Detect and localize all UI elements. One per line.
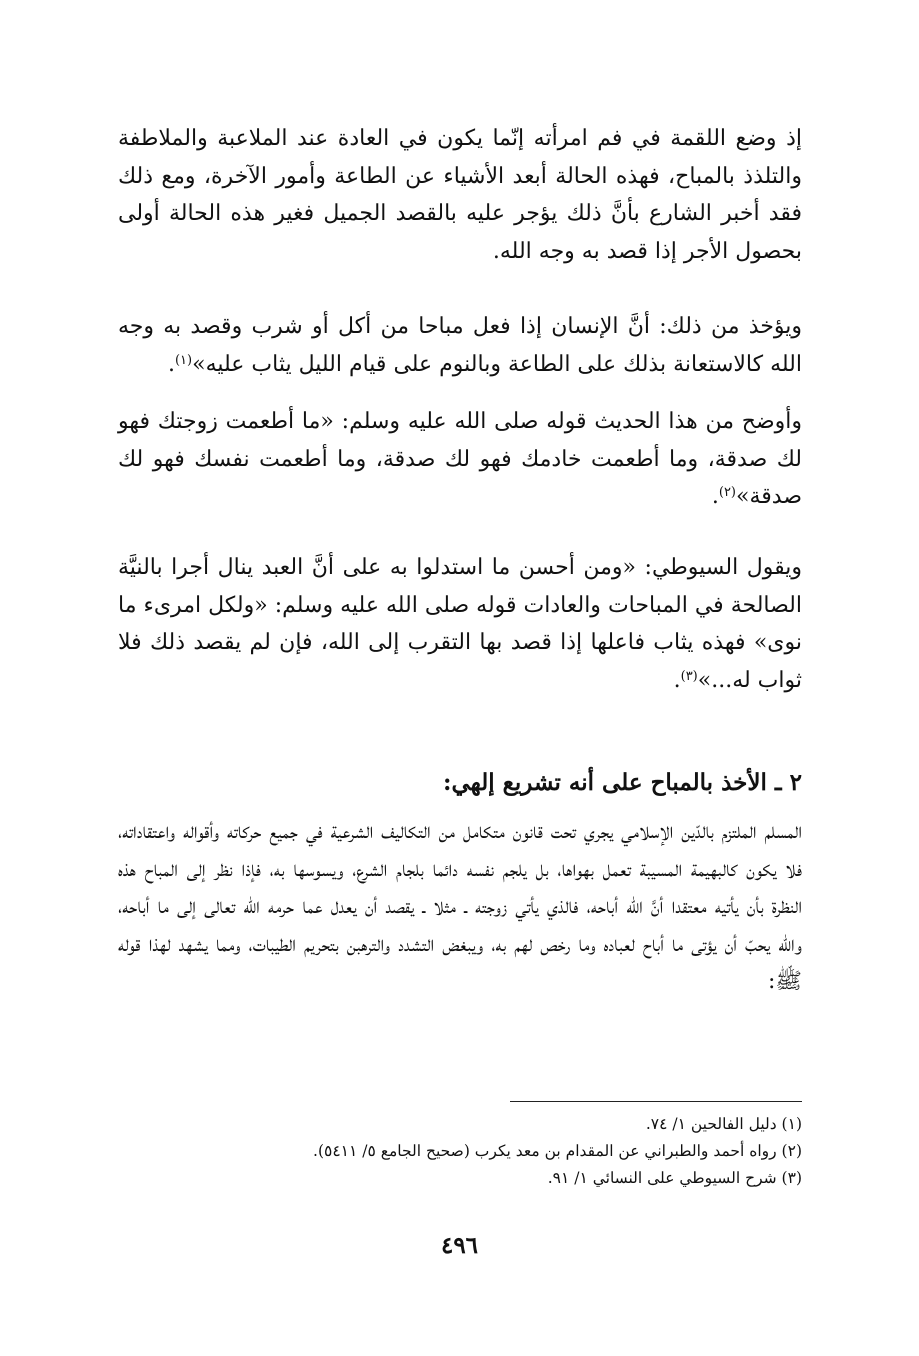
paragraph-end-mark: . bbox=[673, 667, 681, 693]
body-paragraph bbox=[118, 120, 802, 270]
footnote-reference[interactable]: (٣) bbox=[680, 668, 698, 684]
footnote-item: (١) دليل الفالحين ١/ ٧٤. bbox=[645, 1115, 802, 1133]
footnote-item: (٣) شرح السيوطي على النسائي ١/ ٩١. bbox=[547, 1169, 802, 1187]
section-heading: ٢ ـ الأخذ بالمباح على أنه تشريع إلهي: bbox=[443, 769, 802, 796]
paragraph-text: ويؤخذ من ذلك: أنَّ الإنسان إذا فعل مباحا من أكل أو شرب وقصد به وجه الله كالاستعانة بذلك على الطاعة وبالنوم على قيام الليل يثاب عليه» bbox=[118, 314, 802, 377]
footnote-reference[interactable]: (٢) bbox=[718, 485, 736, 500]
footnote-reference[interactable]: (١) bbox=[174, 352, 193, 368]
body-paragraph bbox=[118, 813, 802, 1001]
body-paragraph bbox=[118, 308, 802, 383]
paragraph-text: ويقول السيوطي: «ومن أحسن ما استدلوا به على أنَّ العبد ينال أجرا بالنيَّة الصالحة في المباحات والعادات قوله صلى الله عليه وسلم: «ولكل امرىء ما نوى» فهذه يثاب فاعلها إذا قصد بها التقرب إلى الله، فإن لم يقصد ذلك فلا ثواب له...» bbox=[118, 555, 802, 693]
paragraph-end-mark: . bbox=[167, 351, 175, 377]
page-number: ٤٩٦ bbox=[440, 1232, 479, 1259]
body-paragraph bbox=[118, 403, 802, 516]
paragraph-text: إذ وضع اللقمة في فم امرأته إنّما يكون في العادة عند الملاعبة والملاطفة والتلذذ بالمباح، فهذه الحالة أبعد الأشياء عن الطاعة وأمور الآخرة، ومع ذلك فقد أخبر الشارع بأنَّ ذلك يؤجر عليه بالقصد الجميل فغير هذه الحالة أولى بحصول الأجر إذا قصد به وجه الله. bbox=[118, 126, 802, 264]
footnotes bbox=[262, 1111, 802, 1192]
paragraph-text: وأوضح من هذا الحديث قوله صلى الله عليه وسلم: «ما أطعمت زوجتك فهو لك صدقة، وما أطعمت خادمك فهو لك صدقة، وما أطعمت نفسك فهو لك صدقة» bbox=[118, 409, 802, 509]
paragraph-end-mark: . bbox=[711, 484, 719, 509]
footnote-item: (٢) رواه أحمد والطبراني عن المقدام بن معد يكرب (صحيح الجامع ٥/ ٥٤١١). bbox=[313, 1142, 802, 1160]
body-paragraph bbox=[118, 549, 802, 699]
footnote-divider bbox=[510, 1101, 802, 1102]
paragraph-text: المسلم الملتزم بالدّين الإسلامي يجري تحت قانون متكامل من التكاليف الشرعية في جميع حركاته وأقواله واعتقاداته، فلا يكون كالبهيمة المسيبة تعمل بهواها، بل يلجم نفسه دائما بلجام الشرع، ويسوسها به، فإذا نظر إلى المباح هذه النظرة بأن يأتيه معتقدا أنَّ الله أباحه، فالذي يأتي زوجته ـ مثلا ـ يقصد أن يعدل عما حرمه الله تعالى إلى ما أباحه، والله يحبّ أن يؤتى ما أباح لعباده وما رخص لهم به، ويبغض التشدد والترهبن بتحريم الطيبات، ومما يشهد لهذا قوله ﷺ: bbox=[118, 819, 802, 994]
